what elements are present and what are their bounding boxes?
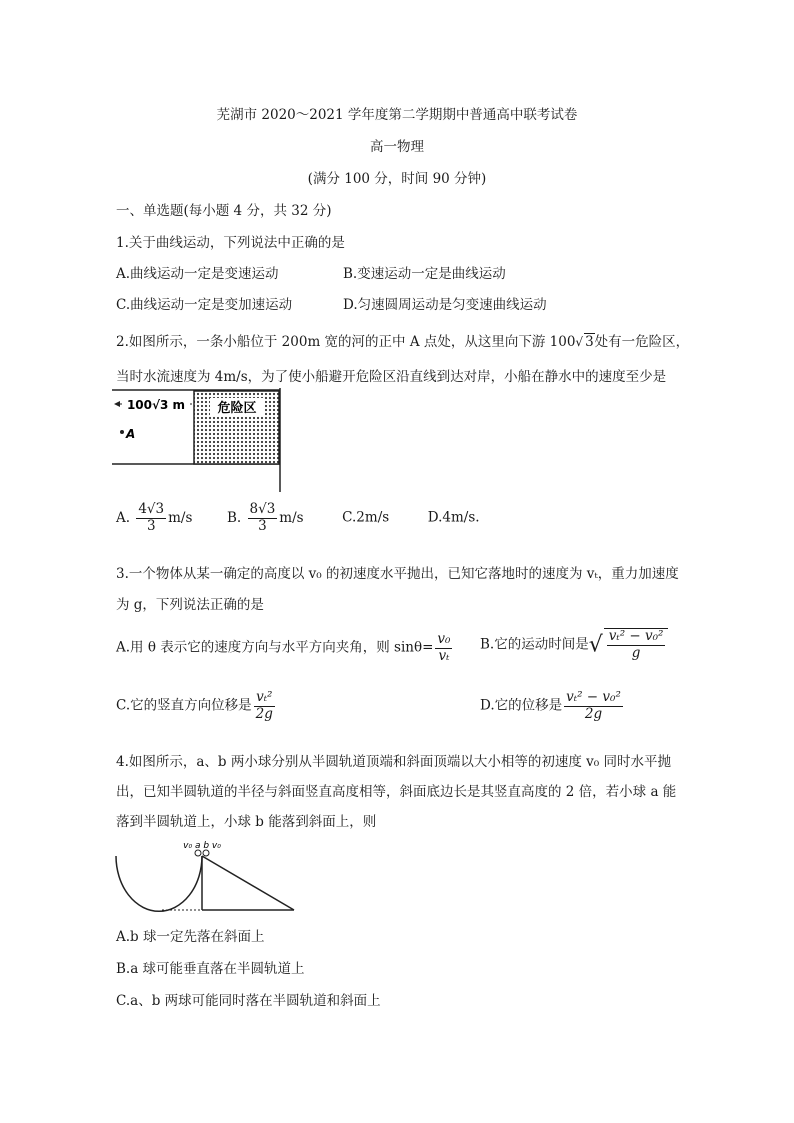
slope-hypotenuse: [202, 856, 294, 910]
q2-stem: 2.如图所示，一条小船位于 200m 宽的河的正中 A 点处，从这里向下游 100√ 3处有一危险区，: [116, 334, 690, 350]
q2-stem-line2: 当时水流速度为 4m/s，为了使小船避开危险区沿直线到达对岸，小船在静水中的速度至少是: [116, 369, 667, 385]
q3-option-d: D.它的位移是 $\frac{\text{vₜ² − v₀²}}{2g}$: [480, 689, 621, 722]
q1-option-a: A.曲线运动一定是变速运动: [116, 266, 279, 282]
velocity-labels: v₀ a b v₀: [183, 841, 221, 851]
q2-option-d: D.4m/s.: [427, 509, 480, 526]
q1-option-b: B.变速运动一定是曲线运动: [343, 266, 506, 282]
exam-info: (满分 100 分，时间 90 分钟): [307, 171, 487, 187]
q4-option-c: C.a、b 两球可能同时落在半圆轨道和斜面上: [116, 993, 381, 1009]
distance-label: 100√3 m: [126, 398, 186, 412]
q4-stem-line1: 4.如图所示，a、b 两小球分别从半圆轨道顶端和斜面顶端以大小相等的初速度 v₀ 同时水平抛: [116, 754, 671, 770]
q4-option-b: B.a 球可能垂直落在半圆轨道上: [116, 961, 305, 977]
point-a: [120, 430, 124, 434]
q3-option-c: C.它的竖直方向位移是 $\frac{\text{vₜ²}}{2g}$: [116, 689, 273, 722]
q2-stem-pre: 2.如图所示，一条小船位于 200m 宽的河的正中 A 点处，从这里向下游 100: [116, 334, 576, 350]
q3-option-a: A.用 θ 表示它的速度方向与水平方向夹角，则 sinθ= $\frac{\text{v₀}}{\text{vₜ}}$: [116, 631, 451, 664]
exam-title: 芜湖市 2020～2021 学年度第二学期期中普通高中联考试卷: [216, 107, 578, 123]
q1-stem: 1.关于曲线运动，下列说法中正确的是: [116, 235, 345, 251]
q2-sqrt: 3: [585, 334, 594, 350]
q3-option-b: B.它的运动时间是√ $\frac{\text{vₜ² − v₀²}}{g}$: [480, 628, 668, 661]
q4-option-a: A.b 球一定先落在斜面上: [116, 929, 265, 945]
q1-option-d: D.匀速圆周运动是匀变速曲线运动: [343, 297, 547, 313]
arrow-head-left: [114, 401, 120, 407]
river-figure: [112, 388, 292, 492]
semicircle-track: [116, 856, 202, 911]
q2-stem-post: 处有一危险区，: [594, 334, 690, 350]
point-a-label: A: [126, 427, 136, 441]
q2-option-a: A. $\frac{4√3}{3}$ m/s: [116, 501, 193, 534]
q2-option-c: C.2m/s: [342, 509, 390, 526]
q2-option-b: B. $\frac{8√3}{3}$ m/s: [227, 501, 304, 534]
q3-stem-line2: 为 g，下列说法正确的是: [116, 597, 264, 613]
danger-zone-label: 危险区: [217, 401, 257, 416]
q4-stem-line2: 出，已知半圆轨道的半径与斜面竖直高度相等，斜面底边长是其竖直高度的 2 倍，若小球 a 能: [116, 784, 677, 800]
track-slope-figure: [112, 840, 298, 914]
q3-stem-line1: 3.一个物体从某一确定的高度以 v₀ 的初速度水平抛出，已知它落地时的速度为 vₜ，重力加速度: [116, 566, 679, 582]
section-heading: 一、单选题(每小题 4 分，共 32 分): [116, 203, 332, 219]
q4-stem-line3: 落到半圆轨道上，小球 b 能落到斜面上，则: [116, 814, 377, 830]
q2-options: [116, 502, 480, 534]
subject-title: 高一物理: [370, 139, 424, 155]
q1-option-c: C.曲线运动一定是变加速运动: [116, 297, 293, 313]
